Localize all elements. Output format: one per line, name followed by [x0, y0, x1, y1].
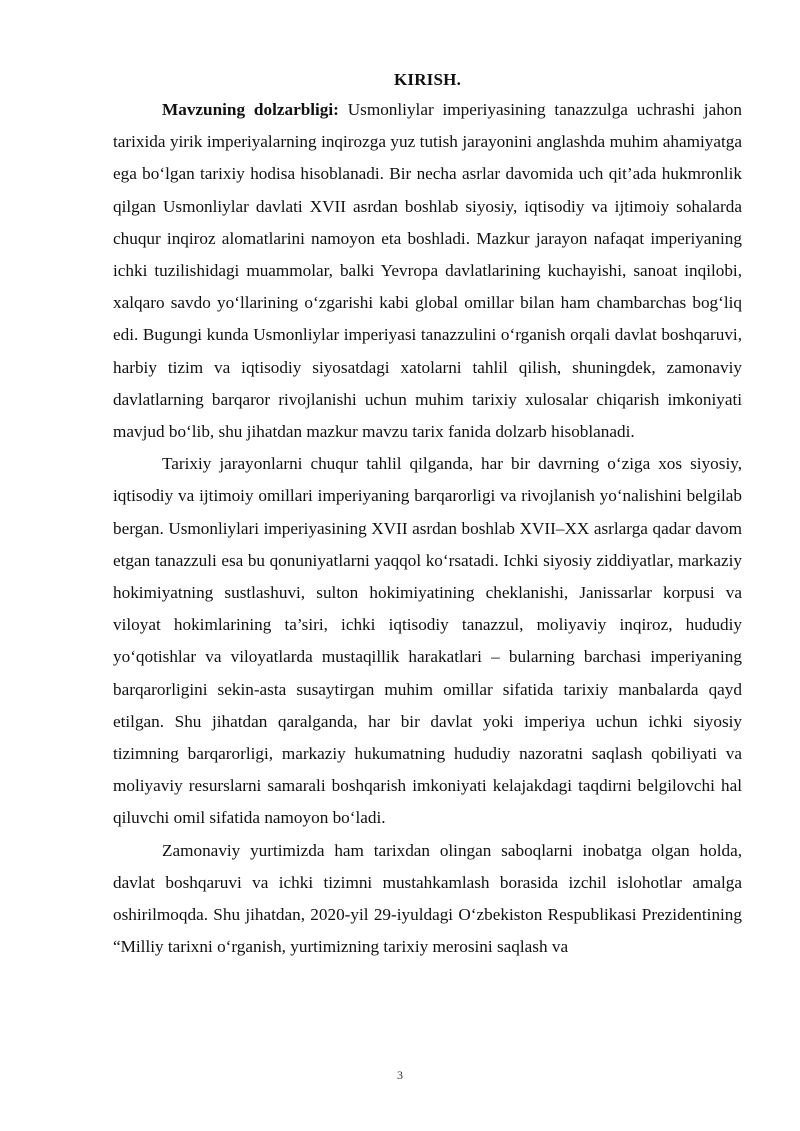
paragraph-2	[113, 448, 742, 834]
paragraph-1	[113, 94, 742, 448]
page-number: 3	[397, 1068, 403, 1082]
page-content	[113, 70, 742, 963]
paragraph-1-text: Usmonliylar imperiyasining tanazzulga uchrashi jahon tarixida yirik imperiyalarning inqirozga yuz tutish jarayonini anglashda muhim ahamiyatga ega bo‘lgan tarixiy hodisa hisoblanadi. Bir necha asrlar davomida uch qit’ada hukmronlik qilgan Usmonliylar davlati XVII asrdan boshlab siyosiy, iqtisodiy va ijtimoiy sohalarda chuqur inqiroz alomatlarini namoyon eta boshladi. Mazkur jarayon nafaqat imperiyaning ichki tuzilishidagi muammolar, balki Yevropa davlatlarining kuchayishi, sanoat inqilobi, xalqaro savdo yo‘llarining o‘zgarishi kabi global omillar bilan ham chambarchas bog‘liq edi. Bugungi kunda Usmonliylar imperiyasi tanazzulini o‘rganish orqali davlat boshqaruvi, harbiy tizim va iqtisodiy siyosatdagi xatolarni tahlil qilish, shuningdek, zamonaviy davlatlarning barqaror rivojlanishi uchun muhim tarixiy xulosalar chiqarish imkoniyati mavjud bo‘lib, shu jihatdan mazkur mavzu tarix fanida dolzarb hisoblanadi.	[113, 100, 742, 442]
paragraph-2-text: Tarixiy jarayonlarni chuqur tahlil qilganda, har bir davrning o‘ziga xos siyosiy, iqtisodiy va ijtimoiy omillari imperiyaning barqarorligi va rivojlanish yo‘nalishini belgilab bergan. Usmonliylari imperiyasining XVII asrdan boshlab XVII–XX asrlarga qadar davom etgan tanazzuli esa bu qonuniyatlarni yaqqol ko‘rsatadi. Ichki siyosiy ziddiyatlar, markaziy hokimiyatning sustlashuvi, sulton hokimiyatining cheklanishi, Janissarlar korpusi va viloyat hokimlarining ta’siri, ichki iqtisodiy tanazzul, moliyaviy inqiroz, hududiy yo‘qotishlar va viloyatlarda mustaqillik harakatlari – bularning barchasi imperiyaning barqarorligini sekin-asta susaytirgan muhim omillar sifatida tarixiy manbalarda qayd etilgan. Shu jihatdan qaralganda, har bir davlat yoki imperiya uchun ichki siyosiy tizimning barqarorligi, markaziy hukumatning hududiy nazoratni saqlash qobiliyati va moliyaviy resurslarni samarali boshqarish imkoniyati kelajakdagi taqdirni belgilovchi hal qiluvchi omil sifatida namoyon bo‘ladi.	[113, 454, 742, 828]
paragraph-1-lead: Mavzuning dolzarbligi:	[162, 100, 339, 119]
paragraph-3	[113, 835, 742, 964]
paragraph-3-text: Zamonaviy yurtimizda ham tarixdan olingan saboqlarni inobatga olgan holda, davlat boshqaruvi va ichki tizimni mustahkamlash borasida izchil islohotlar amalga oshirilmoqda. Shu jihatdan, 2020-yil 29-iyuldagi O‘zbekiston Respublikasi Prezidentining “Milliy tarixni o‘rganish, yurtimizning tarixiy merosini saqlash va	[113, 840, 742, 957]
section-heading: KIRISH.	[393, 70, 462, 89]
